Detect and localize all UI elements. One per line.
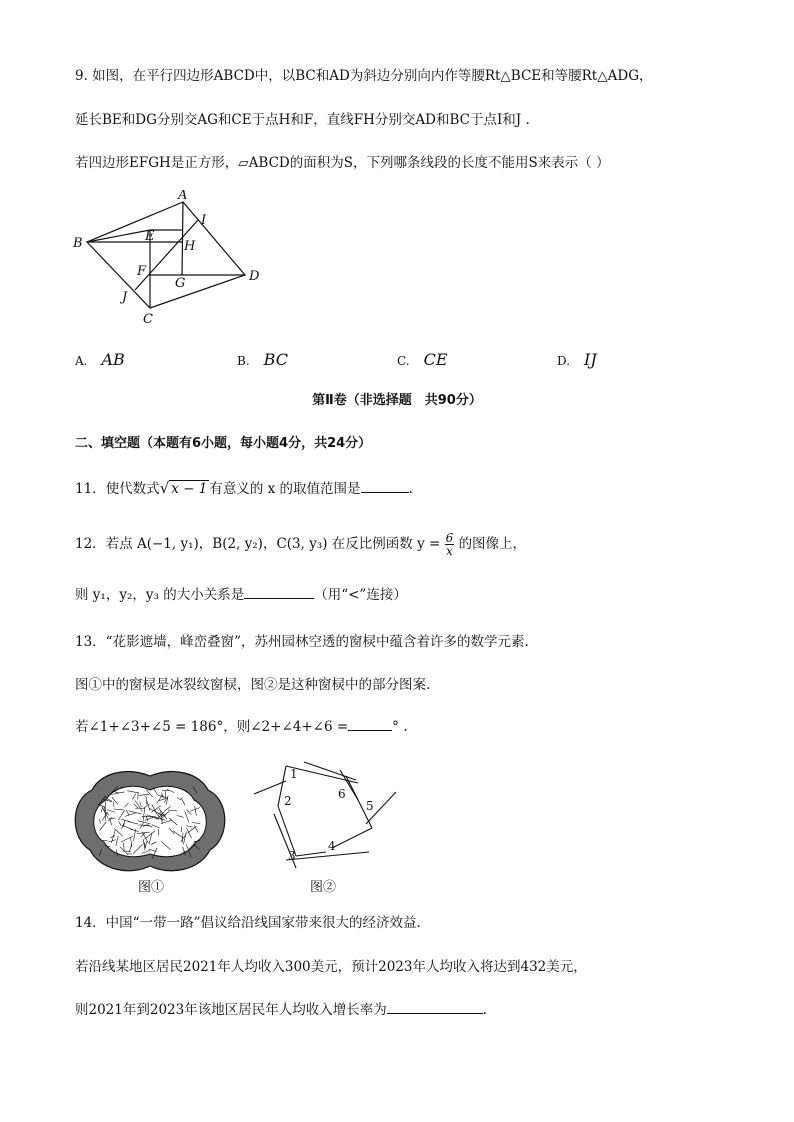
- section2-title: 二、填空题（本题有6小题，每小题4分，共24分）: [75, 436, 372, 451]
- hexagon-angles-figure: [246, 756, 406, 868]
- q11: 11．使代数式√ x − 1 有意义的 x 的取值范围是 .: [75, 479, 413, 497]
- angle-2: 2: [284, 794, 292, 808]
- q13-line-2: 图①中的窗棂是冰裂纹窗棂，图②是这种窗棂中的部分图案.: [75, 677, 431, 693]
- angle-3: 3: [288, 849, 296, 863]
- parallelogram-figure: [65, 190, 275, 325]
- ice-crack-window-figure: [70, 768, 230, 878]
- label-I: I: [201, 213, 207, 228]
- radicand: x − 1: [171, 481, 208, 497]
- label-H: H: [184, 239, 196, 254]
- fig2-caption: 图②: [310, 880, 337, 895]
- angle-4: 4: [328, 839, 336, 853]
- label-A: A: [178, 190, 188, 203]
- q9-line-2: 延长BE和DG分别交AG和CE于点H和F，直线FH分别交AD和BC于点I和J .: [75, 112, 530, 128]
- label-C: C: [143, 312, 153, 325]
- part2-title: 第Ⅱ卷（非选择题 共90分）: [312, 393, 482, 408]
- q14-answer-blank[interactable]: [387, 999, 483, 1014]
- q14-line-2: 若沿线某地区居民2021年人均收入300美元，预计2023年人均收入将达到432美元，: [75, 959, 587, 975]
- q13-line-1: 13．“花影遮墙，峰峦叠窗”，苏州园林空透的窗棂中蕴含着许多的数学元素.: [75, 634, 529, 650]
- q13-answer-blank[interactable]: [348, 716, 392, 731]
- option-b[interactable]: B. BC: [237, 350, 288, 369]
- label-E: E: [145, 229, 155, 244]
- fig1-caption: 图①: [138, 880, 165, 895]
- q12-line-2: 则 y₁，y₂，y₃ 的大小关系是 （用“<”连接）: [75, 584, 407, 605]
- label-B: B: [73, 236, 83, 251]
- q9-line-3: 若四边形EFGH是正方形，▱ABCD的面积为S，下列哪条线段的长度不能用S来表示（ ）: [75, 155, 610, 171]
- angle-5: 5: [366, 799, 374, 813]
- q9-line-1: 9. 如图，在平行四边形ABCD中，以BC和AD为斜边分别向内作等腰Rt△BCE和等腰Rt△ADG，: [75, 68, 653, 84]
- q14-line-1: 14．中国“一带一路”倡议给沿线国家带来很大的经济效益.: [75, 915, 421, 931]
- fraction: $\frac{6}{x}$: [445, 531, 454, 558]
- option-d[interactable]: D. IJ: [557, 350, 597, 369]
- q11-answer-blank[interactable]: [361, 478, 409, 493]
- label-G: G: [175, 276, 186, 291]
- option-c[interactable]: C. CE: [397, 350, 448, 369]
- label-D: D: [249, 269, 260, 284]
- label-F: F: [137, 264, 147, 279]
- label-J: J: [122, 290, 128, 305]
- q14-line-3: 则2021年到2023年该地区居民年人均收入增长率为 .: [75, 999, 487, 1020]
- q12-line-1: 12．若点 A(−1, y₁)，B(2, y₂)，C(3, y₃) 在反比例函数 y = $\frac{6}{x}$ 的图像上，: [75, 531, 527, 558]
- option-a[interactable]: A. AB: [75, 350, 125, 369]
- angle-1: 1: [290, 767, 298, 781]
- angle-6: 6: [338, 787, 346, 801]
- q12-answer-blank[interactable]: [244, 584, 314, 599]
- q13-line-3: 若∠1+∠3+∠5 = 186°，则∠2+∠4+∠6 = ° .: [75, 716, 408, 737]
